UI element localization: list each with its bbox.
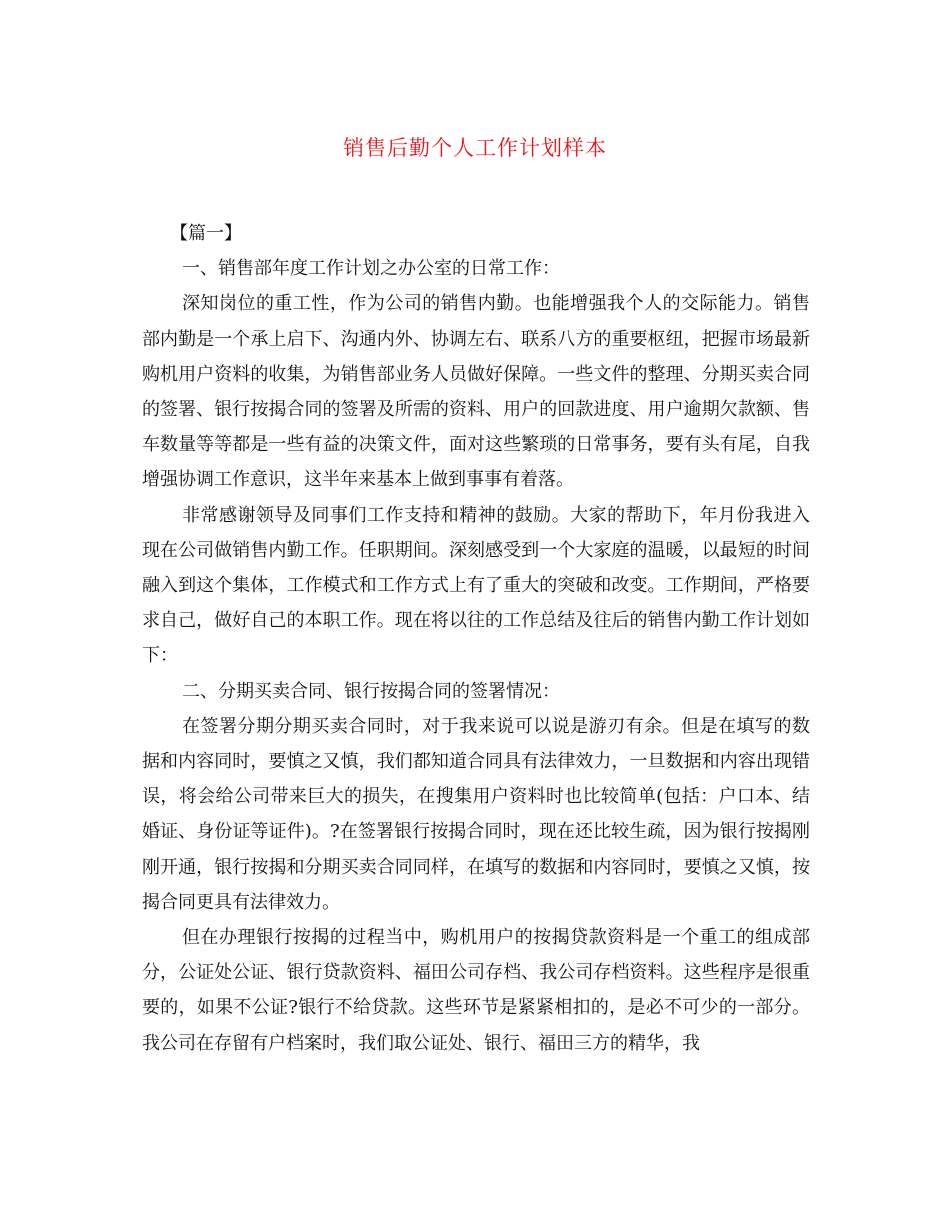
paragraph: 一、销售部年度工作计划之办公室的日常工作： [182, 258, 560, 280]
document-title: 销售后勤个人工作计划样本 [343, 136, 607, 160]
paragraph: 非常感谢领导及同事们工作支持和精神的鼓励。大家的帮助下，年月份我进入现在公司做销售内勤工作。任职期间。深刻感受到一个大家庭的温暖，以最短的时间融入到这个集体，工作模式和工作方式上有了重大的突破和改变。工作期间，严格要求自己，做好自己的本职工作。现在将以往的工作总结及往后的销售内勤工作计划如下： [142, 504, 810, 667]
paragraph: 二、分期买卖合同、银行按揭合同的签署情况： [182, 680, 560, 702]
paragraph: 但在办理银行按揭的过程当中，购机用户的按揭贷款资料是一个重工的组成部分，公证处公证、银行贷款资料、福田公司存档、我公司存档资料。这些程序是很重要的，如果不公证?银行不给贷款。这些环节是紧紧相扣的，是必不可少的一部分。我公司在存留有户档案时，我们取公证处、银行、福田三方的精华，我 [142, 927, 810, 1054]
paragraph: 深知岗位的重工性，作为公司的销售内勤。也能增强我个人的交际能力。销售部内勤是一个承上启下、沟通内外、协调左右、联系八方的重要枢纽，把握市场最新购机用户资料的收集，为销售部业务人员做好保障。一些文件的整理、分期买卖合同的签署、银行按揭合同的签署及所需的资料、用户的回款进度、用户逾期欠款额、售车数量等等都是一些有益的决策文件，面对这些繁琐的日常事务，要有头有尾，自我增强协调工作意识，这半年来基本上做到事事有着落。 [142, 293, 810, 491]
section-label: 【篇一】 [170, 223, 242, 244]
paragraph: 在签署分期分期买卖合同时，对于我来说可以说是游刃有余。但是在填写的数据和内容同时，要慎之又慎，我们都知道合同具有法律效力，一旦数据和内容出现错误，将会给公司带来巨大的损失，在搜集用户资料时也比较简单(包括：户口本、结婚证、身份证等证件)。?在签署银行按揭合同时，现在还比较生疏，因为银行按揭刚刚开通，银行按揭和分期买卖合同同样，在填写的数据和内容同时，要慎之又慎，按揭合同更具有法律效力。 [142, 715, 810, 913]
document-body [142, 216, 810, 1061]
